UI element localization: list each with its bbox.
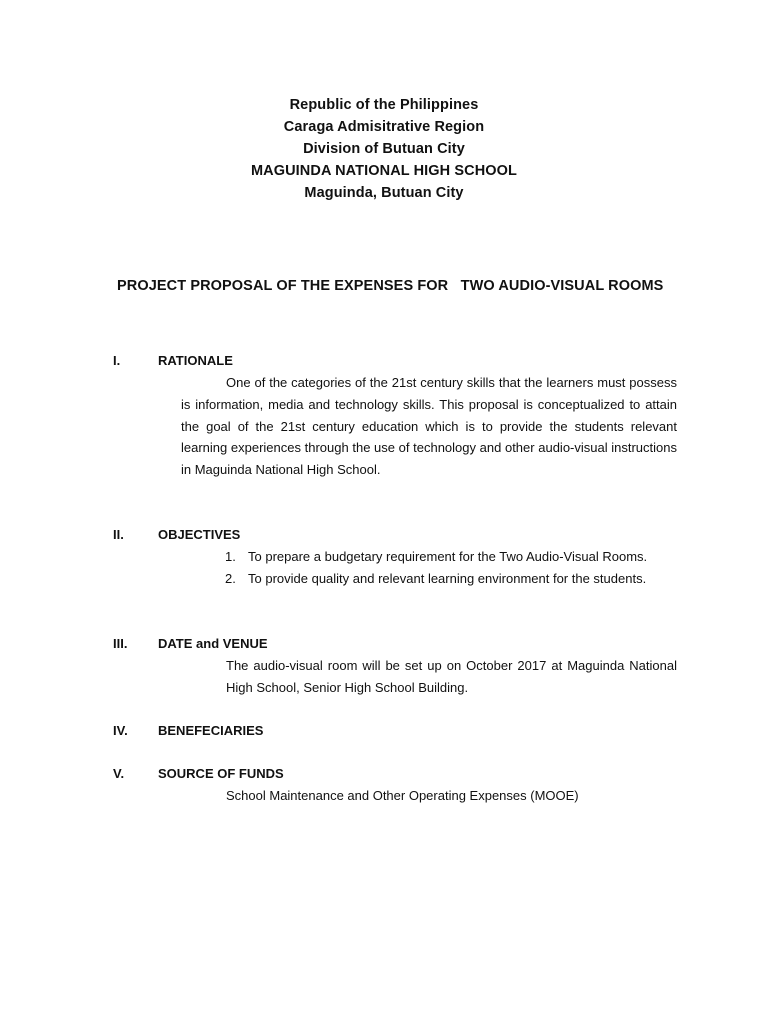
proposal-title: PROJECT PROPOSAL OF THE EXPENSES FOR TWO AUDIO-VISUAL ROOMS xyxy=(117,278,664,294)
section-number: III. xyxy=(113,636,128,651)
objective-item xyxy=(225,546,677,568)
objective-item xyxy=(225,568,677,590)
objective-number: 1. xyxy=(225,549,236,564)
header-division: Division of Butuan City xyxy=(303,141,465,157)
section-beneficiaries xyxy=(113,720,678,744)
section-source-of-funds xyxy=(113,763,678,811)
objective-text: To prepare a budgetary requirement for the Two Audio-Visual Rooms. xyxy=(248,549,648,564)
header-school-address: Maguinda, Butuan City xyxy=(304,185,464,201)
header-country: Republic of the Philippines xyxy=(289,97,479,113)
section-objectives xyxy=(113,524,678,614)
section-number: IV. xyxy=(113,723,128,738)
section-number: V. xyxy=(113,766,125,781)
letterhead xyxy=(0,94,768,204)
section-heading: SOURCE OF FUNDS xyxy=(158,766,284,781)
objective-text: To provide quality and relevant learning environment for the students. xyxy=(248,570,647,586)
section-date-venue xyxy=(113,633,678,703)
section-number: I. xyxy=(113,353,121,368)
header-region: Caraga Admisitrative Region xyxy=(283,119,485,135)
objectives-list xyxy=(225,546,677,590)
section-heading: RATIONALE xyxy=(158,353,233,368)
section-rationale xyxy=(113,350,678,510)
section-heading: DATE and VENUE xyxy=(158,636,268,651)
section-heading: BENEFECIARIES xyxy=(158,723,264,738)
date-venue-paragraph: The audio-visual room will be set up on October 2017 at Maguinda National High School, Senior High School Building. xyxy=(226,658,677,695)
rationale-paragraph: One of the categories of the 21st century skills that the learners must possess is information, media and technology skills. This proposal is conceptualized to attain the goal of the 21st century education which is to provide the students relevant learning experiences through the use of technology and other audio-visual instructions in Maguinda National High School. xyxy=(181,375,677,478)
section-number: II. xyxy=(113,527,124,542)
section-heading: OBJECTIVES xyxy=(158,527,241,542)
funds-text: School Maintenance and Other Operating Expenses (MOOE) xyxy=(226,788,579,803)
header-school-name: MAGUINDA NATIONAL HIGH SCHOOL xyxy=(250,163,518,179)
objective-number: 2. xyxy=(225,570,236,586)
